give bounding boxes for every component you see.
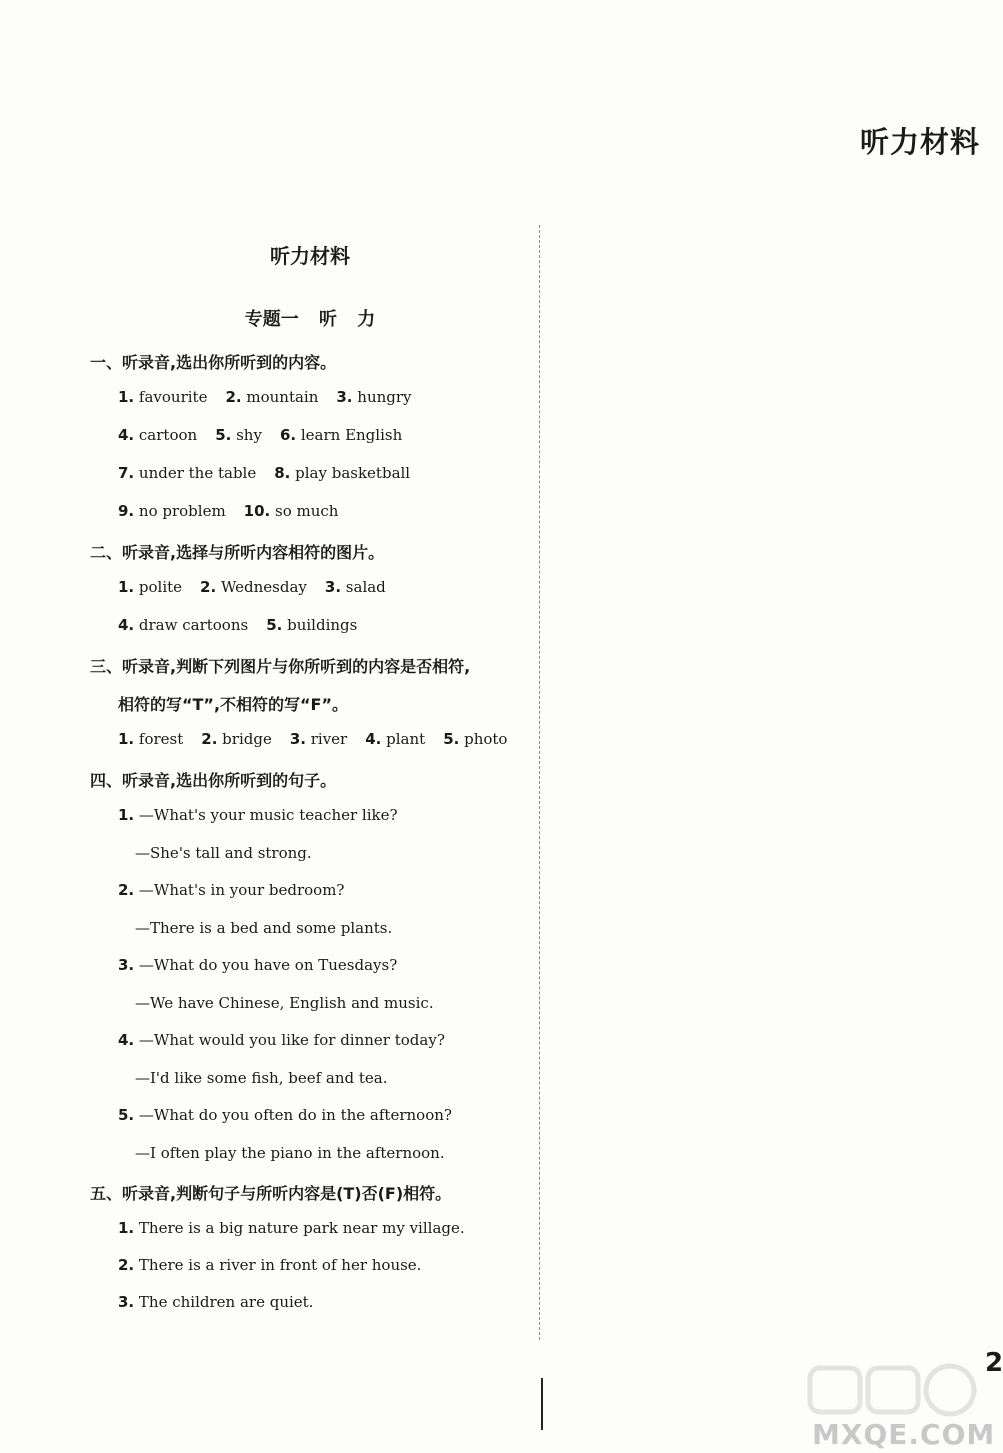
item-text: —What's your music teacher like? (134, 806, 398, 824)
item-number: 5. (443, 730, 460, 748)
list-item (118, 1293, 313, 1311)
item-text: cartoon (134, 426, 198, 444)
section-heading: 三、听录音,判断下列图片与你所听到的内容是否相符, (90, 657, 471, 676)
item-number: 10. (243, 502, 271, 520)
item-number: 5. (118, 1106, 135, 1124)
item-number: 3. (336, 388, 353, 406)
item-number: 5. (215, 426, 232, 444)
item-text: —What do you have on Tuesdays? (134, 956, 398, 974)
section-heading-cont: 相符的写“T”,不相符的写“F”。 (118, 695, 348, 714)
item-number: 1. (118, 388, 135, 406)
option-item (118, 616, 248, 634)
item-text: There is a big nature park near my village. (134, 1219, 465, 1237)
item-number: 1. (118, 730, 135, 748)
dialog-question (118, 881, 344, 899)
option-item (118, 426, 197, 444)
item-number: 3. (289, 730, 306, 748)
dialog-question (118, 1106, 452, 1124)
item-number: 6. (279, 426, 297, 444)
option-item (118, 578, 182, 596)
item-text: buildings (282, 616, 358, 634)
item-number: 3. (118, 956, 135, 974)
item-text: draw cartoons (134, 616, 249, 634)
page-corner-title: 听力材料 (860, 125, 981, 159)
option-row (118, 730, 525, 748)
dialog-answer: —We have Chinese, English and music. (135, 993, 434, 1012)
item-number: 1. (118, 806, 135, 824)
item-text: —What would you like for dinner today? (134, 1031, 445, 1049)
item-number: 1. (118, 578, 135, 596)
option-row (118, 388, 430, 406)
option-item (244, 502, 339, 520)
item-number: 4. (118, 426, 135, 444)
item-text: There is a river in front of her house. (134, 1256, 422, 1274)
item-text: so much (270, 502, 339, 520)
option-item (325, 578, 386, 596)
item-text: —What do you often do in the afternoon? (134, 1106, 452, 1124)
dialog-question (118, 1031, 445, 1049)
option-item (118, 502, 226, 520)
dialog-question (118, 956, 397, 974)
option-item (280, 426, 402, 444)
watermark-text: MXQE.COM (812, 1418, 996, 1451)
item-text: —What's in your bedroom? (134, 881, 345, 899)
item-text: polite (134, 578, 183, 596)
option-item (215, 426, 262, 444)
item-number: 9. (118, 502, 135, 520)
item-number: 4. (118, 616, 135, 634)
option-row (118, 578, 404, 596)
option-row (118, 502, 356, 520)
option-row (118, 464, 428, 482)
item-text: forest (134, 730, 184, 748)
document-title: 听力材料 (270, 244, 350, 268)
section-heading: 一、听录音,选出你所听到的内容。 (90, 353, 337, 372)
dialog-answer: —I'd like some fish, beef and tea. (135, 1068, 388, 1087)
item-text: salad (341, 578, 386, 596)
item-text: no problem (134, 502, 226, 520)
option-item (365, 730, 425, 748)
column-divider (539, 225, 540, 1340)
option-item (201, 730, 272, 748)
item-number: 3. (118, 1293, 135, 1311)
item-number: 2. (118, 1256, 135, 1274)
item-text: mountain (241, 388, 319, 406)
page-number: 2 (985, 1348, 1003, 1378)
option-item (200, 578, 307, 596)
item-text: plant (381, 730, 426, 748)
item-number: 3. (324, 578, 342, 596)
binding-mark (541, 1378, 543, 1430)
item-text: shy (231, 426, 262, 444)
item-number: 7. (118, 464, 135, 482)
item-number: 4. (365, 730, 382, 748)
option-item (290, 730, 347, 748)
item-text: bridge (217, 730, 272, 748)
item-text: learn English (296, 426, 403, 444)
option-row (118, 616, 375, 634)
item-number: 2. (201, 730, 218, 748)
item-text: play basketball (290, 464, 411, 482)
dialog-answer: —There is a bed and some plants. (135, 918, 393, 937)
item-number: 4. (118, 1031, 135, 1049)
item-number: 2. (225, 388, 242, 406)
option-item (118, 730, 183, 748)
item-text: hungry (352, 388, 412, 406)
section-heading: 四、听录音,选出你所听到的句子。 (90, 771, 337, 790)
option-item (443, 730, 507, 748)
item-text: The children are quiet. (134, 1293, 314, 1311)
option-item (336, 388, 411, 406)
option-row (118, 426, 420, 444)
list-item (118, 1219, 465, 1237)
option-item (274, 464, 410, 482)
topic-subtitle: 专题一 听 力 (244, 309, 376, 330)
list-item (118, 1256, 421, 1274)
dialog-answer: —She's tall and strong. (135, 843, 312, 862)
item-text: favourite (134, 388, 208, 406)
option-item (118, 464, 256, 482)
section-heading: 五、听录音,判断句子与所听内容是(T)否(F)相符。 (90, 1184, 452, 1203)
item-number: 1. (118, 1219, 135, 1237)
option-item (225, 388, 318, 406)
item-text: under the table (134, 464, 257, 482)
item-number: 2. (200, 578, 217, 596)
item-number: 2. (118, 881, 135, 899)
dialog-question (118, 806, 398, 824)
item-text: photo (459, 730, 508, 748)
item-number: 5. (266, 616, 283, 634)
option-item (118, 388, 207, 406)
option-item (266, 616, 357, 634)
item-text: Wednesday (216, 578, 307, 596)
item-text: river (305, 730, 348, 748)
section-heading: 二、听录音,选择与所听内容相符的图片。 (90, 543, 385, 562)
dialog-answer: —I often play the piano in the afternoon. (135, 1143, 445, 1162)
item-number: 8. (274, 464, 291, 482)
